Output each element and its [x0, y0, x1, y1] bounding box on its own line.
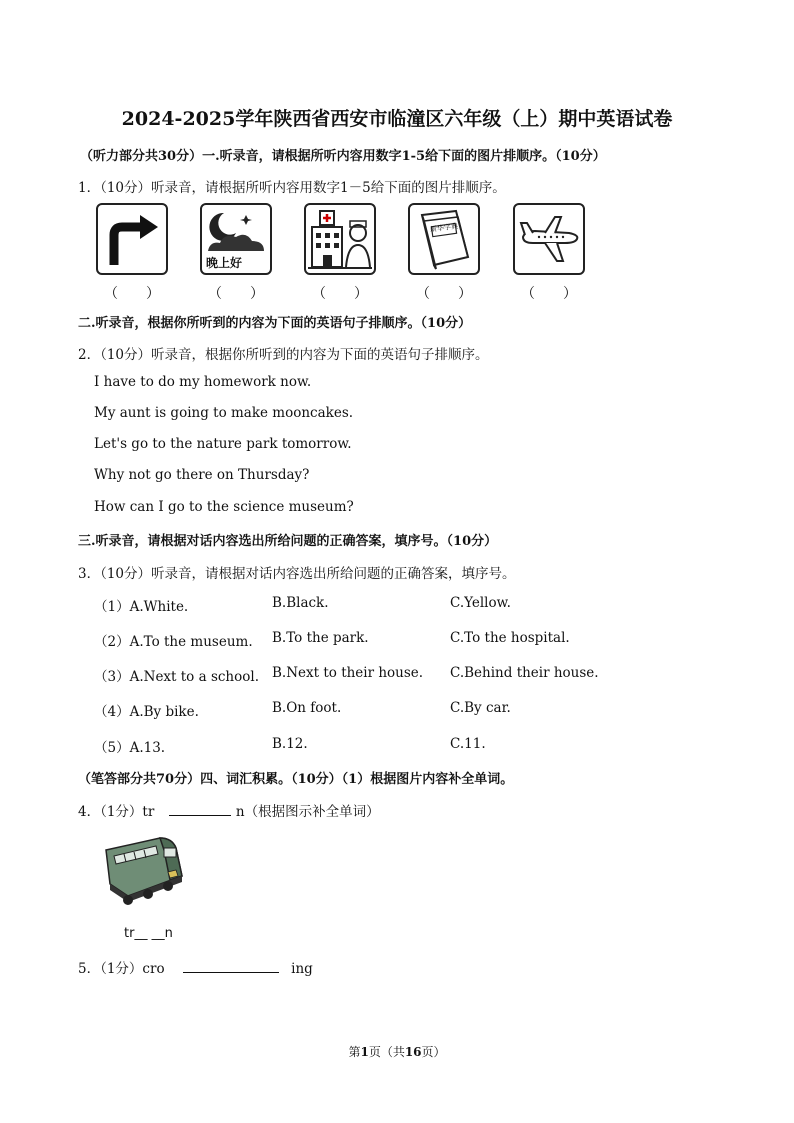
option-c: C.Yellow.: [450, 595, 511, 611]
airplane-icon: [513, 203, 585, 275]
picture-1-answer-blank[interactable]: （ ）: [104, 286, 160, 302]
question-1-text: 1．（10分）听录音，请根据所听内容用数字1－5给下面的图片排顺序。: [78, 180, 506, 196]
question-4-suffix: n（根据图示补全单词）: [235, 804, 380, 820]
section-2-header: 二.听录音，根据你所听到的内容为下面的英语句子排顺序。（10分）: [78, 316, 472, 331]
footer-total-pages: 16: [404, 1045, 422, 1059]
option-a: （3）A.Next to a school.: [94, 669, 259, 685]
picture-2-answer-blank[interactable]: （ ）: [208, 286, 264, 302]
option-c: C.By car.: [450, 700, 511, 716]
question-5-line: [78, 957, 313, 977]
footer-pre: 第: [348, 1045, 361, 1059]
option-a: （5）A.13.: [94, 740, 166, 756]
sentence-item: I have to do my homework now.: [94, 374, 312, 390]
sentence-item: My aunt is going to make mooncakes.: [94, 405, 354, 421]
dictionary-book-icon: [408, 203, 480, 275]
question-2-text: 2．（10分）听录音，根据你所听到的内容为下面的英语句子排顺序。: [78, 347, 489, 363]
sentence-item: How can I go to the science museum?: [94, 499, 354, 515]
footer-page-number: 1: [360, 1045, 369, 1059]
picture-4-caption: 新华字典: [429, 222, 459, 234]
option-a: （2）A.To the museum.: [94, 634, 253, 650]
option-b: B.Black.: [272, 595, 329, 611]
option-c: C.11.: [450, 736, 486, 752]
page-title: 2024-2025学年陕西省西安市临潼区六年级（上）期中英语试卷: [121, 108, 673, 130]
hospital-nurse-icon: [304, 203, 376, 275]
listening-section-header: （听力部分共30分）一.听录音，请根据所听内容用数字1-5给下面的图片排顺序。（10分）: [80, 149, 606, 164]
footer-post: 页）: [421, 1045, 446, 1059]
question-5-suffix: ing: [291, 961, 313, 977]
option-a: （1）A.White.: [94, 599, 189, 615]
option-b: B.To the park.: [272, 630, 369, 646]
option-c: C.Behind their house.: [450, 665, 599, 681]
picture-2-caption: 晚上好: [206, 256, 243, 270]
train-icon: [98, 832, 188, 914]
picture-3-answer-blank[interactable]: （ ）: [312, 286, 368, 302]
sentence-item: Let's go to the nature park tomorrow.: [94, 436, 352, 452]
question-5-prefix: 5．（1分）cro: [78, 961, 165, 977]
question-4-prefix: 4．（1分）tr: [78, 804, 155, 820]
question-3-text: 3．（10分）听录音，请根据对话内容选出所给问题的正确答案，填序号。: [78, 566, 516, 582]
night-moon-cloud-icon: [200, 203, 272, 275]
sentence-item: Why not go there on Thursday?: [94, 467, 310, 483]
page-footer: [0, 1043, 794, 1060]
footer-mid: 页（共: [368, 1045, 405, 1059]
question-5-answer-blank[interactable]: [183, 972, 279, 973]
option-c: C.To the hospital.: [450, 630, 570, 646]
option-b: B.Next to their house.: [272, 665, 424, 681]
option-b: B.On foot.: [272, 700, 342, 716]
question-4-answer-blank[interactable]: [169, 815, 231, 816]
picture-4-answer-blank[interactable]: （ ）: [416, 286, 472, 302]
turn-right-arrow-icon: [96, 203, 168, 275]
writing-section-header: （笔答部分共70分）四、词汇积累。（10分）（1）根据图片内容补全单词。: [78, 772, 514, 787]
train-image-caption: tr__ __n: [124, 926, 173, 941]
picture-5-answer-blank[interactable]: （ ）: [521, 286, 577, 302]
section-3-header: 三.听录音，请根据对话内容选出所给问题的正确答案，填序号。（10分）: [78, 534, 498, 549]
option-b: B.12.: [272, 736, 308, 752]
option-a: （4）A.By bike.: [94, 704, 199, 720]
question-4-line: [78, 800, 380, 820]
